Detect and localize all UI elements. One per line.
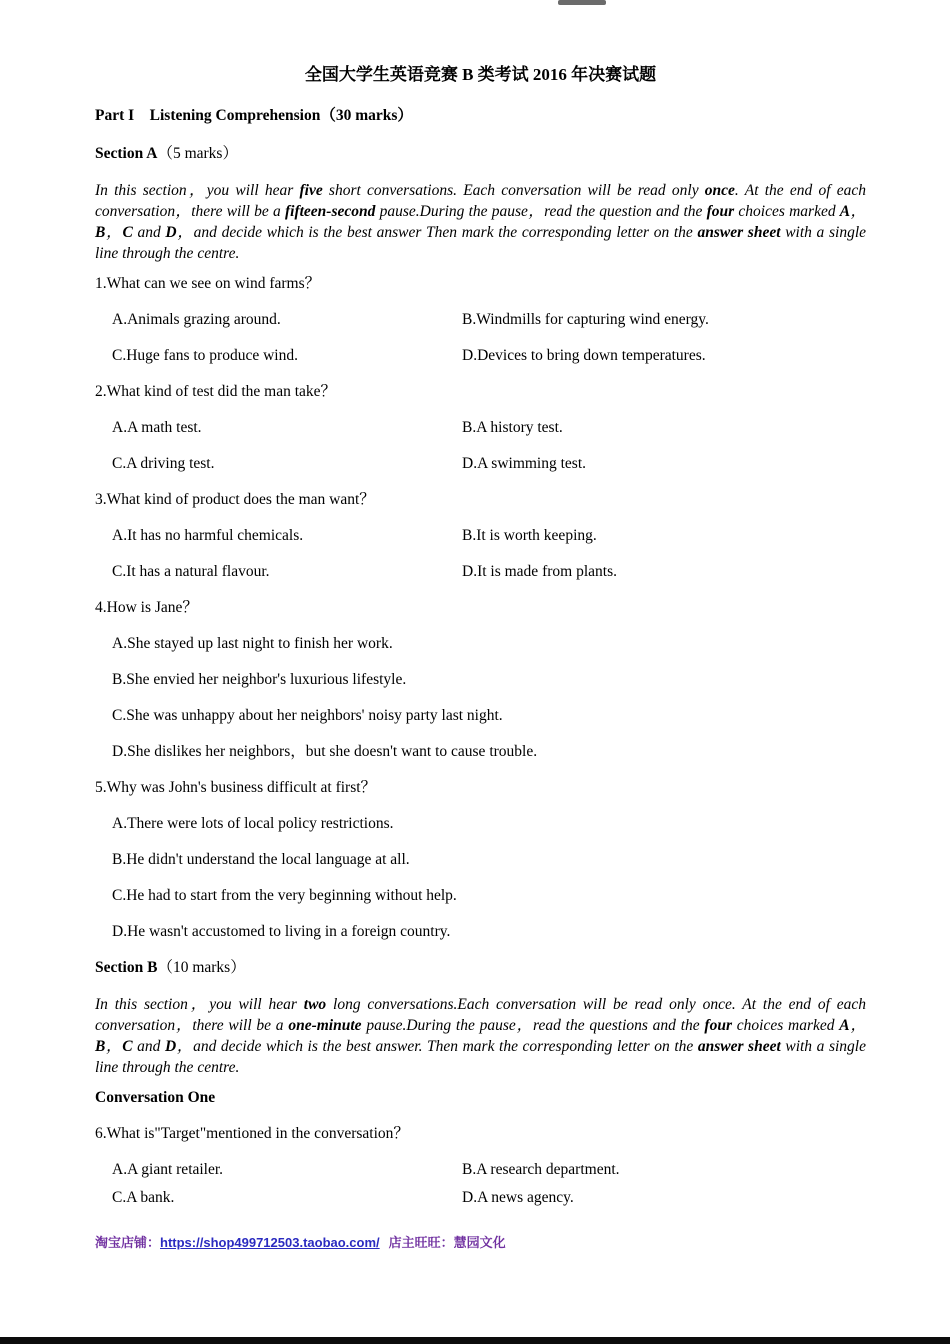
option-b: B.She envied her neighbor's luxurious lifestyle. [112, 671, 407, 688]
section-b-instructions: In this section，you will hear two long conversations.Each conversation will be read only once. At the end of each conversation，there will be a one-minute pause.During the pause，read the questions and the four choices marked A，B，C and D，and decide which is the best answer. Then mark the corresponding letter on the answer sheet with a single line through the centre. [95, 996, 866, 1076]
scan-edge-bottom [0, 1337, 950, 1344]
section-b-heading-label: Section B [95, 959, 158, 976]
option-b: B.A research department. [462, 1161, 620, 1178]
option-d: D.A swimming test. [462, 455, 587, 472]
option-a: A.There were lots of local policy restrictions. [112, 815, 394, 832]
section-a-heading [95, 144, 866, 164]
option-d: D.He wasn't accustomed to living in a foreign country. [112, 923, 451, 940]
scan-artifact-top [558, 0, 606, 5]
section-b-heading [95, 958, 866, 978]
owner-label: 店主旺旺：慧园文化 [388, 1235, 506, 1250]
part1-heading: Part I Listening Comprehension（30 marks） [95, 107, 413, 124]
section-a-heading-marks: （5 marks） [157, 145, 238, 162]
question-options [95, 1160, 866, 1216]
option-a: A.A giant retailer. [112, 1161, 224, 1178]
option-c: C.It has a natural flavour. [112, 563, 270, 580]
question-2 [95, 382, 866, 490]
question-text: 4.How is Jane？ [95, 599, 198, 616]
option-d: D.A news agency. [462, 1189, 574, 1206]
option-b: B.Windmills for capturing wind energy. [462, 311, 709, 328]
question-options [95, 634, 866, 762]
question-1 [95, 274, 866, 382]
question-text: 1.What can we see on wind farms？ [95, 275, 321, 292]
question-text: 5.Why was John's business difficult at first？ [95, 779, 377, 796]
section-a-heading-label: Section A [95, 145, 158, 162]
option-a: A.She stayed up last night to finish her work. [112, 635, 393, 652]
question-options [95, 526, 866, 598]
option-c: C.A driving test. [112, 455, 215, 472]
shop-label: 淘宝店铺： [95, 1235, 161, 1250]
option-d: D.She dislikes her neighbors，but she doesn't want to cause trouble. [112, 743, 538, 760]
option-a: A.Animals grazing around. [112, 311, 281, 328]
question-options [95, 310, 866, 382]
option-a: A.A math test. [112, 419, 202, 436]
shop-link[interactable]: https://shop499712503.taobao.com/ [160, 1235, 380, 1250]
footer [95, 1232, 506, 1251]
section-a-instructions: In this section，you will hear five short conversations. Each conversation will be read only once. At the end of each conversation，there will be a fifteen-second pause.During the pause，read the question and the four choices marked A，B，C and D，and decide which is the best answer Then mark the corresponding letter on the answer sheet with a single line through the centre. [95, 182, 867, 262]
option-d: D.Devices to bring down temperatures. [462, 347, 706, 364]
option-d: D.It is made from plants. [462, 563, 617, 580]
question-5 [95, 778, 866, 942]
option-b: B.A history test. [462, 419, 563, 436]
conversation-one-heading: Conversation One [95, 1089, 216, 1106]
question-text: 6.What is"Target"mentioned in the conversation？ [95, 1125, 409, 1142]
question-3 [95, 490, 866, 598]
option-c: C.She was unhappy about her neighbors' noisy party last night. [112, 707, 503, 724]
option-c: C.A bank. [112, 1189, 175, 1206]
document-title: 全国大学生英语竞赛 B 类考试 2016 年决赛试题 [304, 65, 657, 84]
question-options [95, 814, 866, 942]
question-options [95, 418, 866, 490]
question-6 [95, 1124, 866, 1216]
question-text: 2.What kind of test did the man take？ [95, 383, 337, 400]
option-b: B.He didn't understand the local language at all. [112, 851, 410, 868]
section-b-heading-marks: （10 marks） [157, 959, 246, 976]
question-4 [95, 598, 866, 762]
option-c: C.He had to start from the very beginning without help. [112, 887, 457, 904]
question-text: 3.What kind of product does the man want？ [95, 491, 375, 508]
option-a: A.It has no harmful chemicals. [112, 527, 304, 544]
option-c: C.Huge fans to produce wind. [112, 347, 298, 364]
option-b: B.It is worth keeping. [462, 527, 597, 544]
